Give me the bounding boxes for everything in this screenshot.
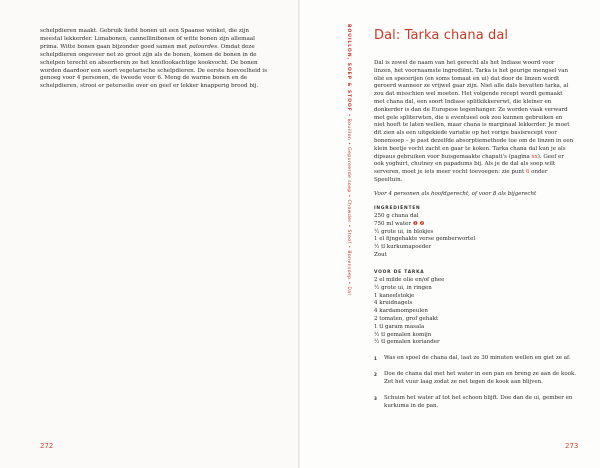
tarka-item: 4 kruidnagels: [374, 300, 413, 307]
tarka-item: ½ grote ui, in ringen: [374, 284, 432, 291]
nav-separator: •: [346, 243, 351, 251]
nav-separator: •: [346, 111, 351, 119]
page-reference: xx: [531, 153, 538, 160]
ingredient-item: [374, 221, 475, 229]
recipe-intro: [374, 60, 574, 185]
right-page-number: 273: [565, 442, 579, 450]
ingredient-item: 250 g chana dal: [374, 213, 419, 219]
chapter-label: BOUILLON, SOEP & STOOF: [346, 24, 351, 112]
servings-note: Voor 4 personen als hoofdgerecht, of voor 8 als bijgerecht: [374, 191, 537, 197]
tarka-item: 2 el milde olie en/of ghee: [374, 277, 445, 283]
step-text: Doe de chana dal met het water in een pan en breng ze aan de kook. Zet het vuur laag zodat ze net tegen de kook aan blijven.: [384, 370, 577, 385]
step-number: 2: [374, 371, 377, 377]
ingredients-list: [374, 213, 475, 260]
tarka-item: 4 kardamompeulen: [374, 308, 428, 315]
ingredient-item: ½ grote ui, in blokjes: [374, 228, 434, 235]
point-reference: 6: [525, 169, 530, 176]
left-body-emphasis: palourdes: [188, 43, 218, 50]
tarka-item: 2 tomaten, grof gehakt: [374, 315, 439, 322]
step-text: Schuim het water af tot het schoon blijft. Doe dan de ui, gember en kurkuma in de pan.: [384, 394, 573, 409]
nav-separator: •: [346, 279, 351, 287]
nav-item-chowder: Chowder: [346, 199, 351, 223]
step-number: 3: [374, 395, 377, 401]
nav-item-bouillon: Bouillon: [346, 118, 351, 141]
recipe-title: Dal: Tarka chana dal: [374, 28, 509, 43]
tarka-item: ½ tl gemalen komijn: [374, 331, 432, 338]
chapter-navigation: [346, 24, 351, 295]
intro-text: Dal is zowel de naam van het gerecht als het Indiase woord voor linzen, het voornaamste ingrediënt. Tarka is het geurige mengsel van olie en specerijen (en soms tomaat en ui) dat door de linzen wordt geroerd wanneer ze vrijwel gaar zijn. Niet alle dals bevatten tarka, al zou dat misschien wel moeten. Het volgende recept wordt gemaakt met chana dal, een soort Indiase splitkikkererwt, die kleiner en donkerder is dan de Europese tegenhanger. Ze worden vaak verward met gele spliterwten, die u eventueel ook zou kunnen gebruiken en niet hoeft te laten wellen, maar chana is marginaal lekkerder. Je moet dit zien als een uitgekiede variatie op het vorige basisrecept voor bonensoep – je past dezelfde absorptiemethode toe om de linzen in een klein beetje vocht zacht en gaar te koken. Tarka chana dal kun je als dipsaus gebruiken voor huisgemaakte chapati's (pagina: [374, 60, 574, 160]
ingredient-item: Zout: [374, 251, 387, 258]
tarka-ingredients-list: [374, 277, 444, 347]
left-body-text-rest: . Omdat deze schelpdieren ongeveer net zo groot zijn als de bonen, komen de bonen in de schelpen terecht en absorberen ze het knoflookachtige kookvocht. De bonen worden daardoor een soort vegetarische schelpdieren. De eerste hoeveelheid is genoeg voor 4 personen, de tweede voor 6. Meng de warme bonen en de schelpdieren, strooi er peterselie over en geef er lekker knapperig brood bij.: [40, 43, 267, 90]
nav-item-bonensoep: Bonensoep: [346, 250, 351, 280]
method-step: [374, 355, 579, 363]
method-step: [374, 395, 579, 411]
tarka-item: ½ tl gemalen koriander: [374, 339, 440, 346]
intro-text-end: onder Speeltuin.: [374, 169, 548, 183]
ingredient-item: ½ tl kurkumapoeder: [374, 244, 432, 251]
step-text: Was en spoel de chana dal, laat ze 30 minuten wellen en giet ze af.: [384, 355, 571, 361]
nav-item-stoof: Stoof: [346, 229, 351, 244]
intro-text-mid: ). Geef er ook yoghurt, chutney en papadums bij. Als je de dal als soep wilt serveren, moet je iets meer vocht toevoegen: zie punt: [374, 153, 564, 176]
step-number: 1: [374, 356, 377, 361]
ingredient-item: 1 el fijngehakte verse gemberwortel: [374, 236, 476, 243]
method-steps: [374, 355, 579, 419]
tarka-heading: VOOR DE TARKA: [374, 270, 425, 275]
nav-separator: •: [346, 192, 351, 200]
left-page-number: 272: [40, 442, 54, 450]
ingredient-marker: ❶ ❷: [412, 220, 425, 227]
tarka-item: 1 kaneelstokje: [374, 292, 415, 299]
method-step: [374, 371, 579, 387]
ingredient-text: 750 ml water: [374, 220, 412, 227]
ingredients-heading: INGREDIËNTEN: [374, 206, 421, 211]
nav-item-dal: Dal: [346, 286, 351, 296]
tarka-item: 1 tl garam masala: [374, 323, 425, 330]
nav-item-gepureerde-soep: Gepureerde soep: [346, 147, 351, 193]
left-body-paragraph: [40, 28, 272, 91]
left-body-text: schelpdieren maakt. Gebruik liefst bonen uit een Spaanse winkel, die zijn meestal lekkerder. Limabonen, cannellinibonen of witte bonen zijn allemaal prima. Witte bonen gaan bijzonder goed samen met: [40, 28, 255, 50]
nav-separator: •: [346, 140, 351, 148]
nav-separator: •: [346, 222, 351, 230]
